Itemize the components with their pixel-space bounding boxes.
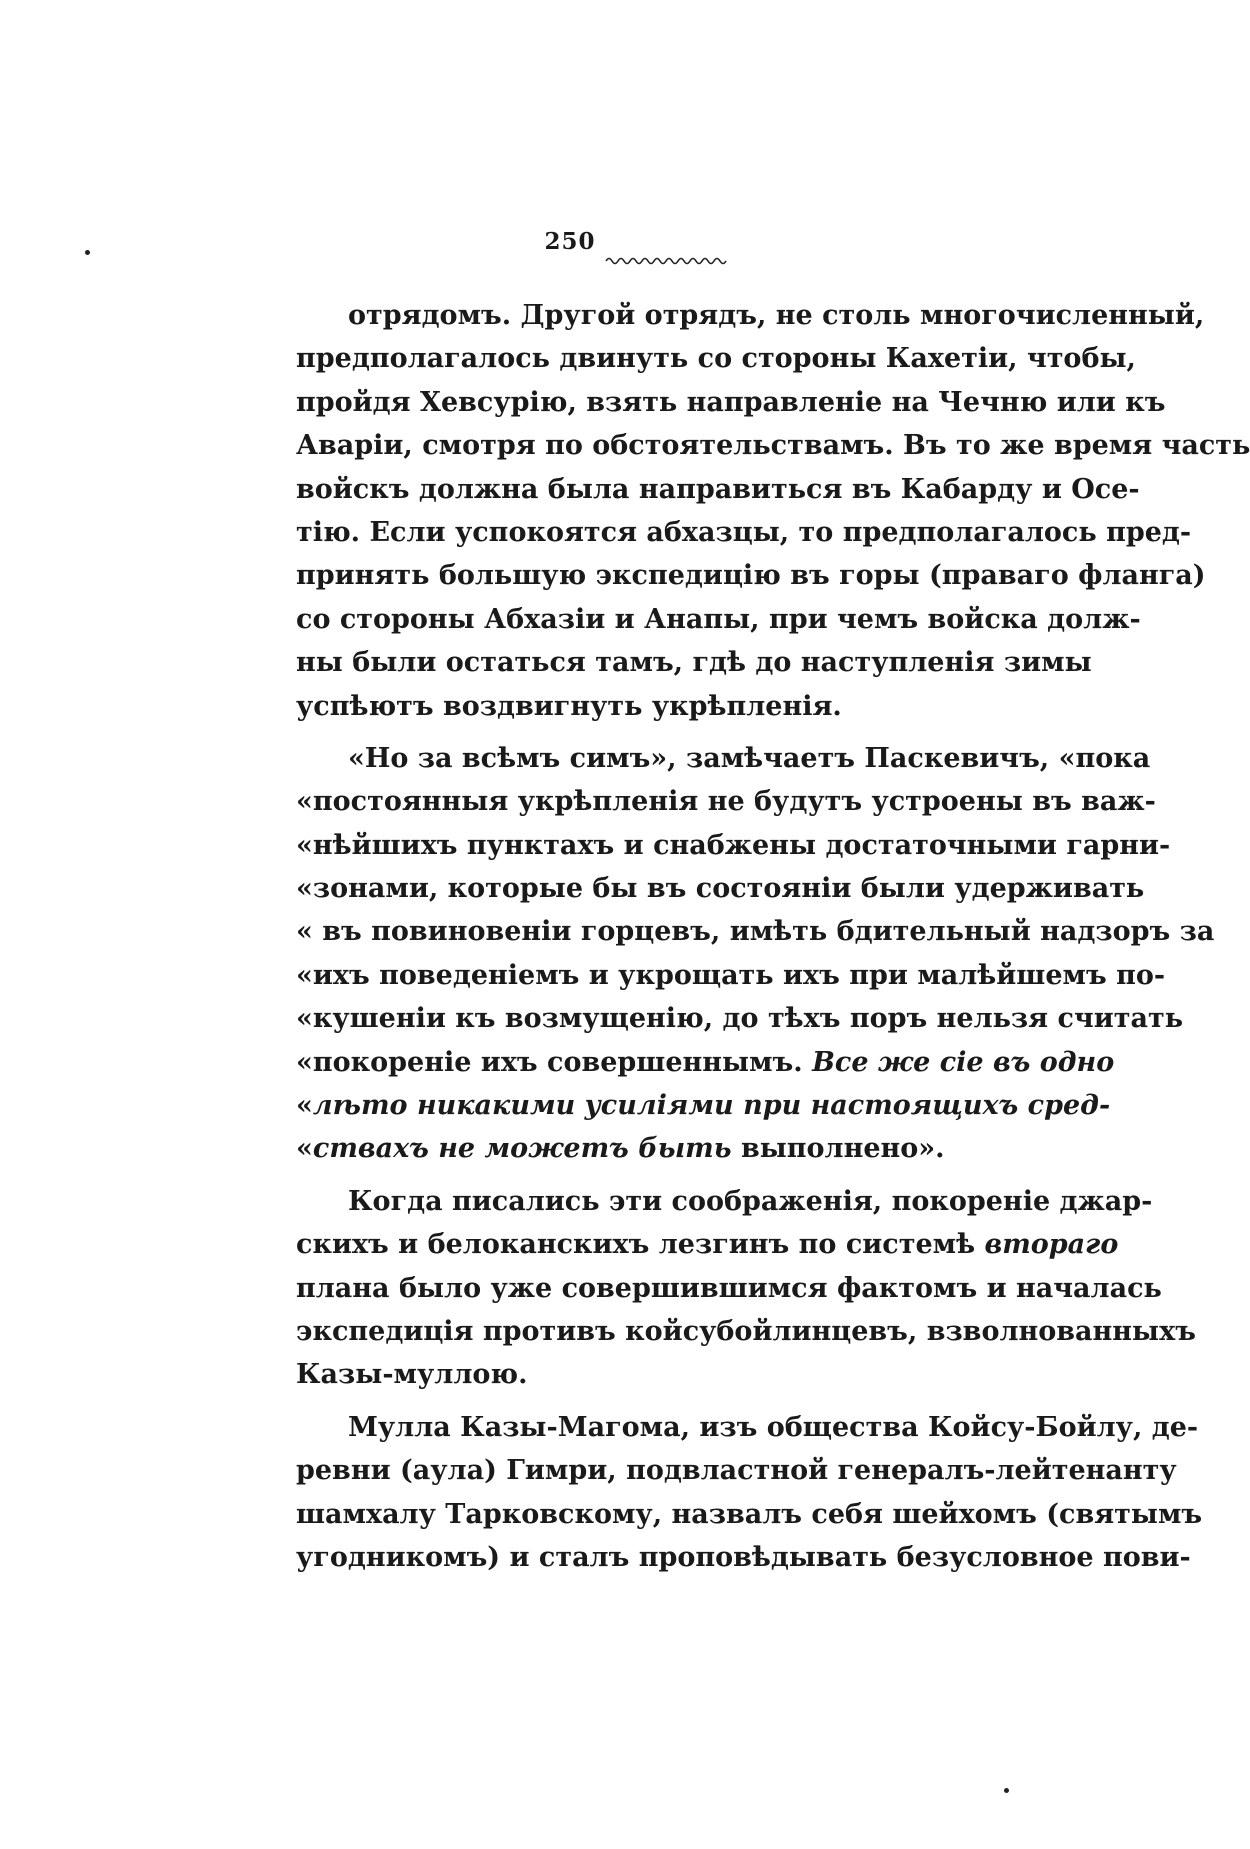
text-line [296, 1084, 1111, 1127]
text-line [296, 337, 1136, 380]
text-line [296, 598, 1141, 641]
text-line [296, 780, 1156, 823]
text-segment: со стороны Абхазіи и Анапы, при чемъ войска долж- [296, 603, 1141, 635]
text-segment: Казы-муллою. [296, 1359, 528, 1391]
text-segment: «Но за всѣмъ симъ», замѣчаетъ Паскевичъ, «пока [348, 742, 1151, 774]
text-segment: тію. Если успокоятся абхазцы, то предполагалось пред- [296, 516, 1192, 548]
text-segment: скихъ и белоканскихъ лезгинъ по системѣ [296, 1229, 985, 1261]
text-segment: «зонами, которые бы въ состояніи были удерживать [296, 873, 1145, 905]
text-line [296, 824, 1171, 867]
text-line [296, 1353, 1068, 1396]
text-segment: «покореніе ихъ совершеннымъ. [296, 1046, 813, 1078]
text-line [296, 1493, 1203, 1536]
text-segment: « въ повиновеніи горцевъ, имѣть бдительный надзоръ за [296, 916, 1215, 948]
text-line [296, 954, 1166, 997]
text-line [296, 1041, 1115, 1084]
text-segment: отрядомъ. Другой отрядъ, не столь многочисленный, [348, 300, 1205, 331]
text-line [296, 1127, 1068, 1170]
text-segment: Когда писались эти соображенія, покореніе джар- [348, 1185, 1153, 1217]
text-segment: успѣютъ воздвигнуть укрѣпленія. [296, 690, 842, 722]
text-segment: « [296, 1090, 313, 1122]
text-line [296, 1406, 1199, 1449]
text-segment: экспедиція противъ койсубойлинцевъ, взволнованныхъ [296, 1315, 1196, 1347]
text-line [296, 641, 1092, 684]
text-segment: предполагалось двинуть со стороны Кахетіи, чтобы, [296, 343, 1136, 375]
text-line [296, 424, 1250, 467]
text-line [296, 1223, 1119, 1266]
text-line [296, 685, 1068, 728]
body-text [296, 294, 1250, 1579]
text-line [296, 1536, 1191, 1579]
text-segment: «ихъ поведеніемъ и укрощать ихъ при малѣйшемъ по- [296, 959, 1166, 991]
italic-text: ствахъ не можетъ быть [312, 1133, 732, 1165]
text-line [296, 737, 1151, 780]
text-line [296, 511, 1192, 554]
italic-text: лѣто никакими усиліями при настоящихъ сред- [312, 1090, 1111, 1122]
ink-speck [1004, 1788, 1009, 1793]
text-segment: «кушеніи къ возмущенію, до тѣхъ поръ нельзя считать [296, 1003, 1184, 1035]
text-segment: пройдя Хевсурію, взять направленіе на Чечню или къ [296, 386, 1166, 418]
text-segment: Мулла Казы-Магома, изъ общества Койсу-Бойлу, де- [348, 1411, 1199, 1443]
text-line [296, 1180, 1153, 1223]
text-line [296, 910, 1215, 953]
text-segment: принять большую экспедицію въ горы (праваго фланга) [296, 560, 1206, 592]
text-segment: шамхалу Тарковскому, назвалъ себя шейхомъ (святымъ [296, 1498, 1203, 1530]
text-segment: плана было уже совершившимся фактомъ и началась [296, 1272, 1162, 1304]
text-segment: « [296, 1133, 313, 1165]
text-line [296, 867, 1145, 910]
text-segment: угодникомъ) и сталъ проповѣдывать безусловное пови- [296, 1541, 1191, 1573]
text-segment: ны были остаться тамъ, гдѣ до наступленія зимы [296, 647, 1092, 679]
text-segment: «нѣйшихъ пунктахъ и снабжены достаточными гарни- [296, 829, 1171, 861]
text-line [296, 381, 1166, 424]
page-number: 250 [544, 228, 596, 255]
text-segment: войскъ должна была направиться въ Кабарду и Осе- [296, 473, 1140, 505]
text-line [296, 468, 1140, 511]
wavy-ornament [606, 256, 726, 266]
text-segment: Аваріи, смотря по обстоятельствамъ. Въ то же время часть [296, 430, 1250, 462]
italic-text: втораго [984, 1229, 1119, 1261]
text-segment: выполнено». [731, 1133, 945, 1165]
text-segment: ревни (аула) Гимри, подвластной генералъ-лейтенанту [296, 1455, 1177, 1487]
italic-text: Все же сіе въ одно [812, 1046, 1115, 1078]
text-line [296, 294, 1205, 337]
text-line [296, 997, 1184, 1040]
text-segment: «постоянныя укрѣпленія не будутъ устроены въ важ- [296, 786, 1156, 818]
text-line [296, 1449, 1177, 1492]
text-line [296, 554, 1206, 597]
text-line [296, 1267, 1162, 1310]
text-line [296, 1310, 1196, 1353]
